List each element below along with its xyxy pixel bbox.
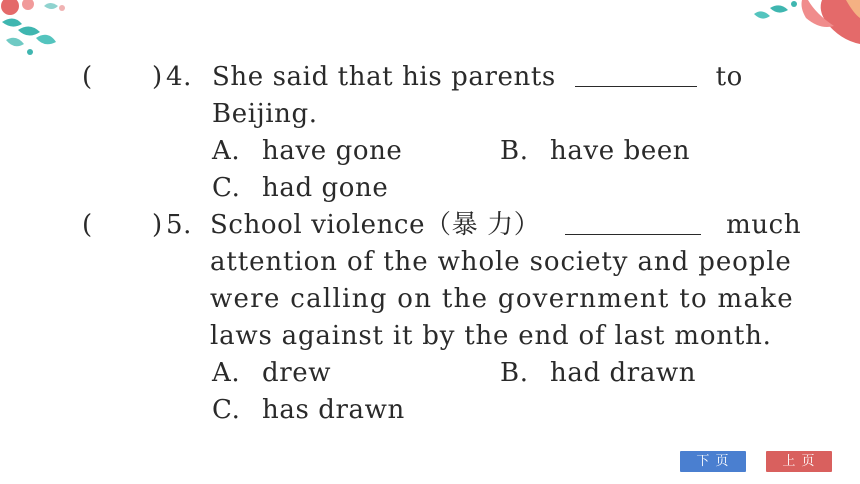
question-5-line-1 xyxy=(0,208,860,242)
option-b xyxy=(500,356,696,390)
question-number: 5. xyxy=(166,210,193,240)
option-c-text: had gone xyxy=(262,173,389,203)
question-4-line-2: Beijing. xyxy=(212,99,318,129)
question-number: 4. xyxy=(166,62,193,92)
question-stem-text xyxy=(210,208,801,242)
next-page-button[interactable]: 下 页 xyxy=(680,451,746,472)
option-c-label: C. xyxy=(212,395,241,425)
stem-part-b: to xyxy=(715,62,743,92)
option-a xyxy=(212,134,402,168)
option-c-text: has drawn xyxy=(262,395,405,425)
question-5-line-3: were calling on the government to make xyxy=(210,284,794,314)
answer-blank xyxy=(575,60,697,87)
floral-corner-right-icon xyxy=(730,0,860,60)
option-b-text: had drawn xyxy=(550,358,697,388)
answer-paren-close: ) xyxy=(152,62,163,92)
question-stem-text xyxy=(212,60,743,94)
option-a xyxy=(212,356,331,390)
option-b-text: have been xyxy=(550,136,691,166)
answer-blank xyxy=(565,208,701,235)
option-b-label: B. xyxy=(500,136,529,166)
question-5-line-4: laws against it by the end of last month. xyxy=(210,321,772,351)
option-a-label: A. xyxy=(212,136,241,166)
answer-paren-open: ( xyxy=(82,210,93,240)
question-5-options-row-2 xyxy=(212,393,405,427)
answer-paren-open: ( xyxy=(82,62,93,92)
question-5-line-2: attention of the whole society and people xyxy=(210,247,792,277)
option-a-text: have gone xyxy=(262,136,403,166)
question-4-options-row-2 xyxy=(212,171,388,205)
option-b xyxy=(500,134,690,168)
question-4-line-1 xyxy=(0,60,860,94)
previous-page-button[interactable]: 上 页 xyxy=(766,451,832,472)
question-4-options-row-1 xyxy=(212,134,772,168)
option-a-text: drew xyxy=(262,358,332,388)
option-a-label: A. xyxy=(212,358,241,388)
option-c-label: C. xyxy=(212,173,241,203)
stem-part-a: She said that his parents xyxy=(212,62,556,92)
stem-part-b: much xyxy=(726,210,802,240)
option-b-label: B. xyxy=(500,358,529,388)
question-5-options-row-1 xyxy=(212,356,772,390)
stem-part-a: School violence（暴 力） xyxy=(210,210,541,240)
answer-paren-close: ) xyxy=(152,210,163,240)
